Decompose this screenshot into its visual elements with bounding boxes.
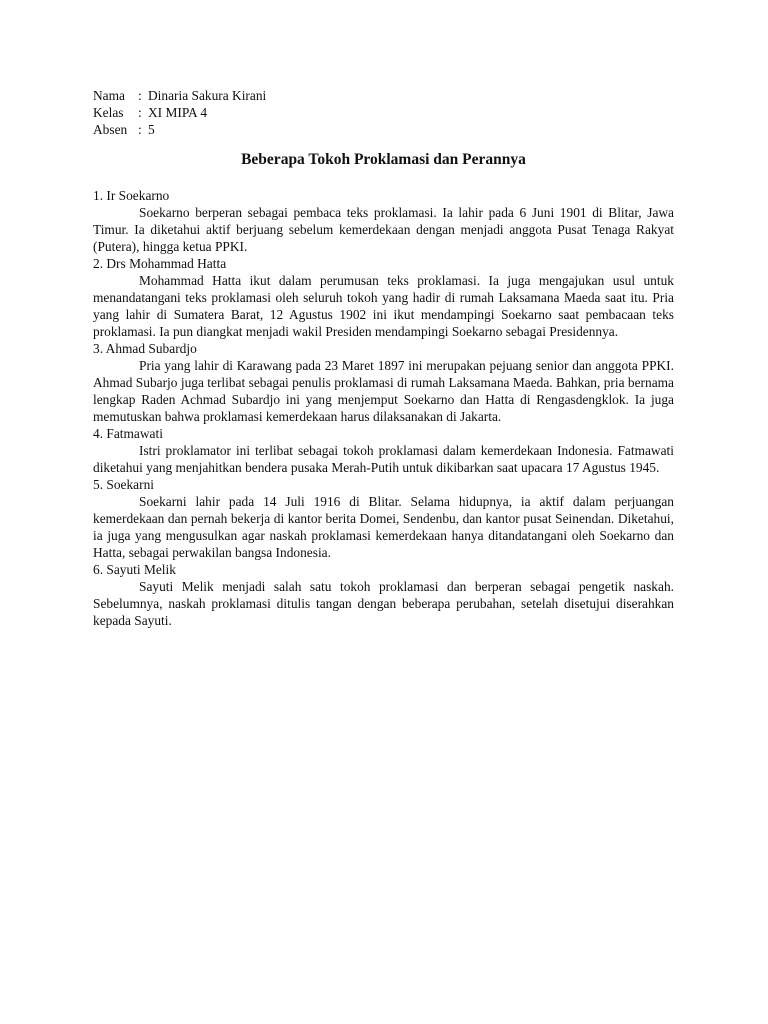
section-heading-soekarno: 1. Ir Soekarno — [93, 188, 170, 203]
document-body — [93, 187, 674, 629]
absen-value: 5 — [148, 122, 155, 137]
section-text-fatmawati: Istri proklamator ini terlibat sebagai tokoh proklamasi dalam kemerdekaan Indonesia. Fatmawati diketahui yang menjahitkan bendera pusaka Merah-Putih untuk dikibarkan saat upacara 17 Agustus 1945. — [93, 443, 674, 475]
name-label: Nama — [93, 88, 125, 103]
section-text-subardjo: Pria yang lahir di Karawang pada 23 Maret 1897 ini merupakan pejuang senior dan anggota PPKI. Ahmad Subarjo juga terlibat sebagai penulis proklamasi di rumah Laksamana Maeda. Bahkan, pria bernama lengkap Raden Achmad Subardjo ini yang menjemput Soekarno dan Hatta di Rengasdengklok. Ia juga memutuskan bahwa proklamasi kemerdekaan harus dilaksanakan di Jakarta. — [93, 358, 674, 424]
document-title: Beberapa Tokoh Proklamasi dan Perannya — [241, 151, 526, 168]
section-text-sayuti-melik: Sayuti Melik menjadi salah satu tokoh proklamasi dan berperan sebagai pengetik naskah. Sebelumnya, naskah proklamasi ditulis tangan dengan beberapa perubahan, setelah disetujui diserahkan kepada Sayuti. — [93, 579, 674, 628]
section-heading-fatmawati: 4. Fatmawati — [93, 426, 163, 441]
absen-label: Absen — [93, 122, 128, 137]
separator: : — [138, 88, 142, 103]
section-heading-sayuti-melik: 6. Sayuti Melik — [93, 562, 176, 577]
section-text-hatta: Mohammad Hatta ikut dalam perumusan teks proklamasi. Ia juga mengajukan usul untuk menandatangani teks proklamasi oleh seluruh tokoh yang hadir di rumah Laksamana Maeda saat itu. Pria yang lahir di Sumatera Barat, 12 Agustus 1902 ini ikut mendampingi Soekarno saat pembacaan teks proklamasi. Ia pun diangkat menjadi wakil Presiden mendampingi Soekarno sebagai Presidennya. — [93, 273, 674, 339]
class-value: XI MIPA 4 — [148, 105, 208, 120]
document-page — [93, 87, 674, 629]
separator: : — [138, 105, 142, 120]
section-heading-hatta: 2. Drs Mohammad Hatta — [93, 256, 227, 271]
student-info — [93, 87, 674, 138]
section-heading-soekarni: 5. Soekarni — [93, 477, 154, 492]
name-value: Dinaria Sakura Kirani — [148, 88, 267, 103]
section-text-soekarni: Soekarni lahir pada 14 Juli 1916 di Blitar. Selama hidupnya, ia aktif dalam perjuangan kemerdekaan dan pernah bekerja di kantor berita Domei, Sendenbu, dan kantor pusat Seinendan. Diketahui, ia juga yang mengusulkan agar naskah proklamasi kemerdekaan hanya ditandatangani oleh Soekarno dan Hatta, sebagai perwakilan bangsa Indonesia. — [93, 494, 674, 560]
student-absen-row — [93, 121, 674, 138]
section-heading-subardjo: 3. Ahmad Subardjo — [93, 341, 197, 356]
class-label: Kelas — [93, 105, 124, 120]
student-class-row — [93, 104, 674, 121]
section-text-soekarno: Soekarno berperan sebagai pembaca teks proklamasi. Ia lahir pada 6 Juni 1901 di Blitar, Jawa Timur. Ia diketahui aktif berjuang sebelum kemerdekaan dengan menjadi anggota Pusat Tenaga Rakyat (Putera), hingga ketua PPKI. — [93, 205, 674, 254]
separator: : — [138, 122, 142, 137]
student-name-row — [93, 87, 674, 104]
